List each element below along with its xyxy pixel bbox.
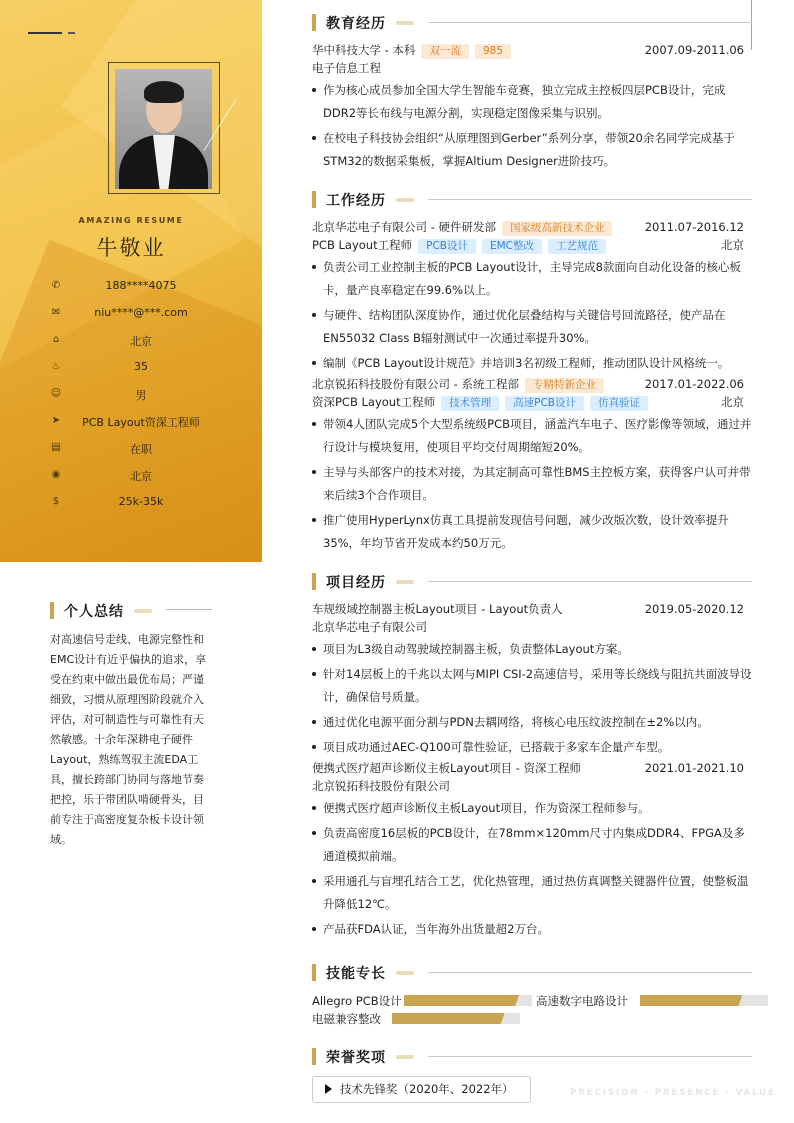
phone-icon: ✆: [51, 280, 61, 291]
contact-info-text: 35: [134, 360, 148, 373]
award-item: [312, 1076, 531, 1103]
project-bullet: 采用通孔与盲埋孔结合工艺，优化热管理，通过热仿真调整关键器件位置，使整板温升降低12℃。: [312, 870, 752, 916]
summary-header: [50, 600, 152, 618]
contact-info-row: [0, 412, 262, 439]
job-entry: [312, 375, 752, 555]
company-tag: 专精特新企业: [525, 378, 604, 393]
project-company: 北京华芯电子有限公司: [312, 620, 427, 634]
projects-title: 项目经历: [326, 574, 386, 591]
education-bullet: 在校电子科技协会组织“从原理图到Gerber”系列分享，带领20余名同学完成基于STM32的数据采集板，掌握Altium Designer进阶技巧。: [312, 127, 752, 173]
project-date: 2019.05-2020.12: [644, 602, 744, 616]
project-entry: [312, 600, 752, 759]
skill-tag: 技术管理: [441, 396, 499, 411]
footer-slogan: PRECISION · PRESENCE · VALUE: [570, 1088, 776, 1098]
job-date: 2011.07-2016.12: [644, 220, 744, 234]
contact-info-text: 男: [135, 389, 147, 402]
resume-tagline: AMAZING RESUME: [78, 216, 184, 225]
work-title: 工作经历: [326, 192, 386, 209]
contact-info-list: [0, 277, 262, 520]
mail-icon: ✉: [51, 307, 61, 318]
projects-section: [312, 571, 752, 941]
skill-bar-fill: [640, 995, 742, 1006]
education-title: 教育经历: [326, 15, 386, 32]
cake-icon: ♨: [51, 361, 61, 372]
project-bullet: 项目成功通过AEC-Q100可靠性验证，已搭载于多家车企量产车型。: [312, 736, 752, 759]
contact-info-row: [0, 358, 262, 385]
project-name: 车规级域控制器主板Layout项目 - Layout负责人: [312, 602, 563, 616]
project-bullet: 项目为L3级自动驾驶域控制器主板，负责整体Layout方案。: [312, 638, 752, 661]
face-icon: ☺: [50, 388, 62, 399]
work-section: [312, 189, 752, 555]
school-tag: 985: [475, 44, 511, 59]
education-bullet: 作为核心成员参加全国大学生智能车竞赛，独立完成主控板四层PCB设计，完成DDR2等长布线与电源分割，实现稳定图像采集与识别。: [312, 79, 752, 125]
contact-info-row: [0, 493, 262, 520]
skills-title: 技能专长: [326, 965, 386, 982]
education-section: [312, 12, 752, 173]
skill-tag: 工艺规范: [548, 239, 606, 254]
skill-tag: 仿真验证: [590, 396, 648, 411]
skill-tag: EMC整改: [482, 239, 542, 254]
skill-tag: 高速PCB设计: [505, 396, 584, 411]
education-major: 电子信息工程: [312, 61, 381, 75]
job-bullet: 编制《PCB Layout设计规范》并培训3名初级工程师，推动团队设计风格统一。: [312, 352, 752, 375]
candidate-name: 牛敬业: [96, 236, 166, 260]
job-bullet: 主导与头部客户的技术对接，为其定制高可靠性BMS主控板方案，获得客户认可并带来后续3个合作项目。: [312, 461, 752, 507]
job-company: 北京锐拓科技股份有限公司 - 系统工程部: [312, 377, 519, 391]
awards-section: [312, 1046, 752, 1066]
contact-info-text: 北京: [130, 470, 152, 483]
company-tag: 国家级高新技术企业: [502, 221, 613, 236]
summary-text: 对高速信号走线、电源完整性和EMC设计有近乎偏执的追求，享受在约束中做出最优布局；严谨细致，习惯从原理图阶段就介入评估，对可制造性与可靠性有天然敏感。十余年深耕电子硬件Layout，熟练驾驭主流EDA工具，擅长跨部门协同与落地节奏把控，乐于带团队啃硬骨头，目前专注于高密度复杂板卡设计领域。: [50, 633, 207, 846]
skill-item: [312, 992, 402, 1010]
contact-info-row: [0, 304, 262, 331]
education-row: [312, 41, 752, 59]
contact-info-text: 188****4075: [105, 279, 177, 292]
school-name: 华中科技大学 - 本科: [312, 43, 416, 57]
decor-dash-small: [68, 32, 75, 34]
skill-name: 高速数字电路设计: [536, 994, 628, 1008]
briefcase-icon: ▤: [51, 442, 61, 453]
job-date: 2017.01-2022.06: [644, 377, 744, 391]
profile-photo: [115, 69, 212, 189]
contact-info-row: [0, 385, 262, 412]
skills-section: [312, 962, 752, 982]
job-bullet: 带领4人团队完成5个大型系统级PCB项目，涵盖汽车电子、医疗影像等领域，通过并行设计与模块复用，使项目平均交付周期缩短20%。: [312, 413, 752, 459]
project-bullet: 便携式医疗超声诊断仪主板Layout项目，作为资深工程师参与。: [312, 797, 752, 820]
contact-info-text: 北京: [130, 335, 152, 348]
profile-panel: [0, 0, 262, 562]
skill-item: [312, 1010, 381, 1028]
skill-bar: [392, 1013, 520, 1024]
awards-title: 荣誉奖项: [326, 1049, 386, 1066]
send-icon: ➤: [51, 415, 61, 426]
contact-info-row: [0, 331, 262, 358]
project-bullet: 负责高密度16层板的PCB设计，在78mm×120mm尺寸内集成DDR4、FPGA及多通道模拟前端。: [312, 822, 752, 868]
contact-info-row: [0, 466, 262, 493]
project-company: 北京锐拓科技股份有限公司: [312, 779, 450, 793]
job-position: PCB Layout工程师: [312, 238, 413, 252]
contact-info-text: PCB Layout资深工程师: [82, 416, 200, 429]
skill-name: 电磁兼容整改: [312, 1012, 381, 1026]
job-city: 北京: [721, 238, 744, 252]
contact-info-row: [0, 439, 262, 466]
project-bullet: 通过优化电源平面分割与PDN去耦网络，将核心电压纹波控制在±2%以内。: [312, 711, 752, 734]
skill-item: [536, 992, 628, 1010]
triangle-icon: [325, 1084, 332, 1094]
job-company: 北京华芯电子有限公司 - 硬件研发部: [312, 220, 496, 234]
contact-info-row: [0, 277, 262, 304]
job-bullet: 推广使用HyperLynx仿真工具提前发现信号问题，减少改版次数，设计效率提升35%，年均节省开发成本约50万元。: [312, 509, 752, 555]
job-position: 资深PCB Layout工程师: [312, 395, 436, 409]
skill-name: Allegro PCB设计: [312, 994, 402, 1008]
salary-icon: $: [52, 496, 60, 507]
home-icon: ⌂: [52, 334, 60, 345]
skill-tag: PCB设计: [418, 239, 476, 254]
contact-info-text: niu****@***.com: [94, 306, 188, 319]
project-bullet: 产品获FDA认证，当年海外出货量超2万台。: [312, 918, 752, 941]
award-text: 技术先锋奖（2020年、2022年）: [340, 1082, 514, 1096]
school-tag: 双一流: [421, 44, 469, 59]
skill-bar-fill: [392, 1013, 505, 1024]
job-bullet: 与硬件、结构团队深度协作，通过优化层叠结构与关键信号回流路径，使产品在EN55032 Class B辐射测试中一次通过率提升30%。: [312, 304, 752, 350]
summary-title: 个人总结: [64, 603, 124, 620]
job-bullet: 负责公司工业控制主板的PCB Layout设计，主导完成8款面向自动化设备的核心板卡，量产良率稳定在99.6%以上。: [312, 256, 752, 302]
project-entry: [312, 759, 752, 941]
skill-bar-fill: [404, 995, 519, 1006]
contact-info-text: 在职: [130, 443, 152, 456]
job-entry: [312, 218, 752, 375]
decor-dash: [28, 32, 62, 34]
project-bullet: 针对14层板上的千兆以太网与MIPI CSI-2高速信号，采用等长绕线与阻抗共面波导设计，确保信号质量。: [312, 663, 752, 709]
skill-bar: [640, 995, 768, 1006]
contact-info-text: 25k-35k: [118, 495, 164, 508]
location-icon: ◉: [51, 469, 61, 480]
skill-bar: [404, 995, 532, 1006]
job-city: 北京: [721, 395, 744, 409]
project-name: 便携式医疗超声诊断仪主板Layout项目 - 资深工程师: [312, 761, 582, 775]
education-date: 2007.09-2011.06: [644, 43, 744, 57]
project-date: 2021.01-2021.10: [644, 761, 744, 775]
